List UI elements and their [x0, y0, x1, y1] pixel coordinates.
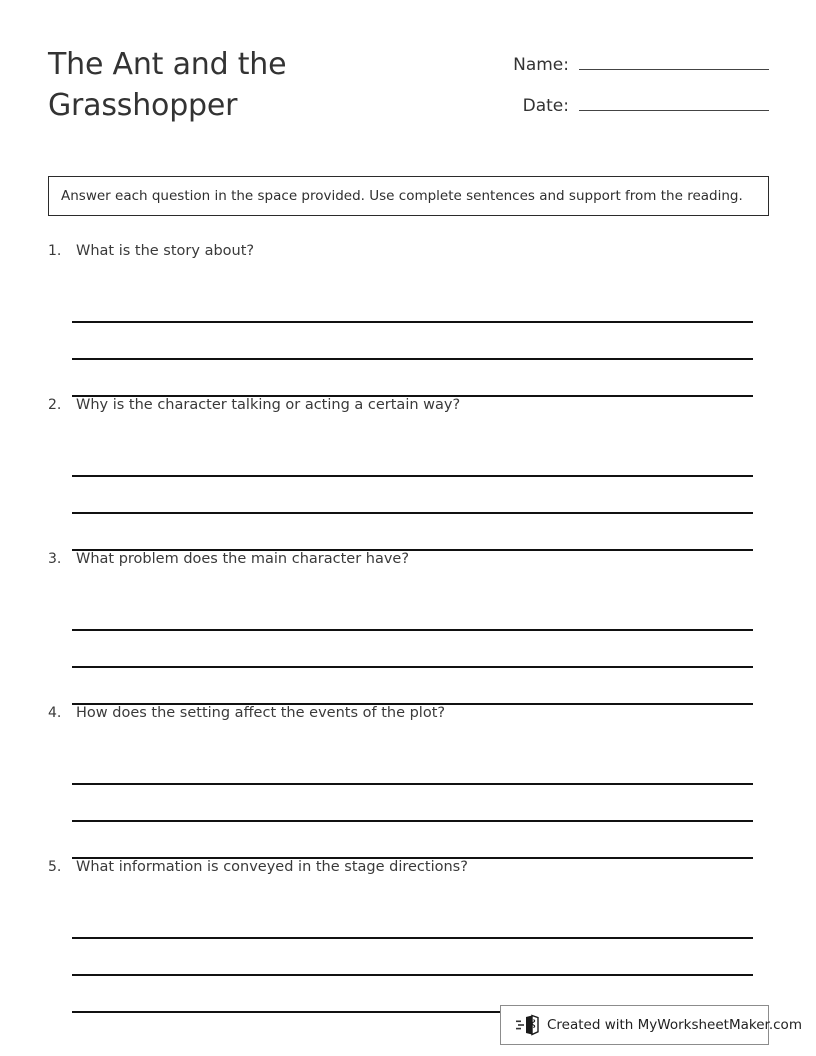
question-heading: [48, 241, 769, 261]
answer-line[interactable]: [72, 594, 753, 631]
question-item: [48, 857, 769, 1011]
worksheet-header: [48, 44, 769, 132]
question-item: [48, 241, 769, 395]
answer-line[interactable]: [72, 822, 753, 859]
answer-line[interactable]: [72, 785, 753, 822]
date-label: Date:: [522, 96, 569, 116]
question-heading: [48, 549, 769, 569]
answer-line[interactable]: [72, 514, 753, 551]
question-text: How does the setting affect the events of the plot?: [76, 705, 446, 721]
questions-list: [48, 241, 769, 1011]
question-number: 5.: [48, 859, 62, 875]
question-number: 1.: [48, 243, 62, 259]
name-input[interactable]: [579, 50, 769, 70]
instructions-box: Answer each question in the space provided. Use complete sentences and support from the reading.: [48, 176, 769, 216]
worksheet-maker-logo-icon: [515, 1014, 541, 1036]
answer-line[interactable]: [72, 323, 753, 360]
question-number: 4.: [48, 705, 62, 721]
question-text: Why is the character talking or acting a certain way?: [76, 397, 461, 413]
date-input[interactable]: [579, 91, 769, 111]
question-heading: [48, 703, 769, 723]
answer-lines[interactable]: [72, 594, 753, 705]
answer-line[interactable]: [72, 631, 753, 668]
answer-line[interactable]: [72, 286, 753, 323]
answer-lines[interactable]: [72, 440, 753, 551]
name-date-group: [509, 44, 769, 132]
question-item: [48, 395, 769, 549]
question-item: [48, 549, 769, 703]
name-label: Name:: [513, 55, 569, 75]
question-text: What problem does the main character have?: [76, 551, 410, 567]
answer-line[interactable]: [72, 360, 753, 397]
date-row: [509, 91, 769, 116]
answer-line[interactable]: [72, 939, 753, 976]
question-text: What is the story about?: [76, 243, 255, 259]
question-number: 2.: [48, 397, 62, 413]
question-heading: [48, 857, 769, 877]
created-with-badge[interactable]: [500, 1005, 802, 1045]
answer-lines[interactable]: [72, 286, 753, 397]
answer-line[interactable]: [72, 477, 753, 514]
answer-line[interactable]: [72, 440, 753, 477]
question-number: 3.: [48, 551, 62, 567]
badge-label: Created with MyWorksheetMaker.com: [547, 1017, 802, 1033]
answer-line[interactable]: [72, 748, 753, 785]
page-title: The Ant and the Grasshopper: [48, 47, 287, 123]
answer-line[interactable]: [72, 902, 753, 939]
answer-lines[interactable]: [72, 748, 753, 859]
answer-lines[interactable]: [72, 902, 753, 1013]
question-item: [48, 703, 769, 857]
name-row: [509, 50, 769, 75]
question-heading: [48, 395, 769, 415]
answer-line[interactable]: [72, 668, 753, 705]
question-text: What information is conveyed in the stage directions?: [76, 859, 468, 875]
